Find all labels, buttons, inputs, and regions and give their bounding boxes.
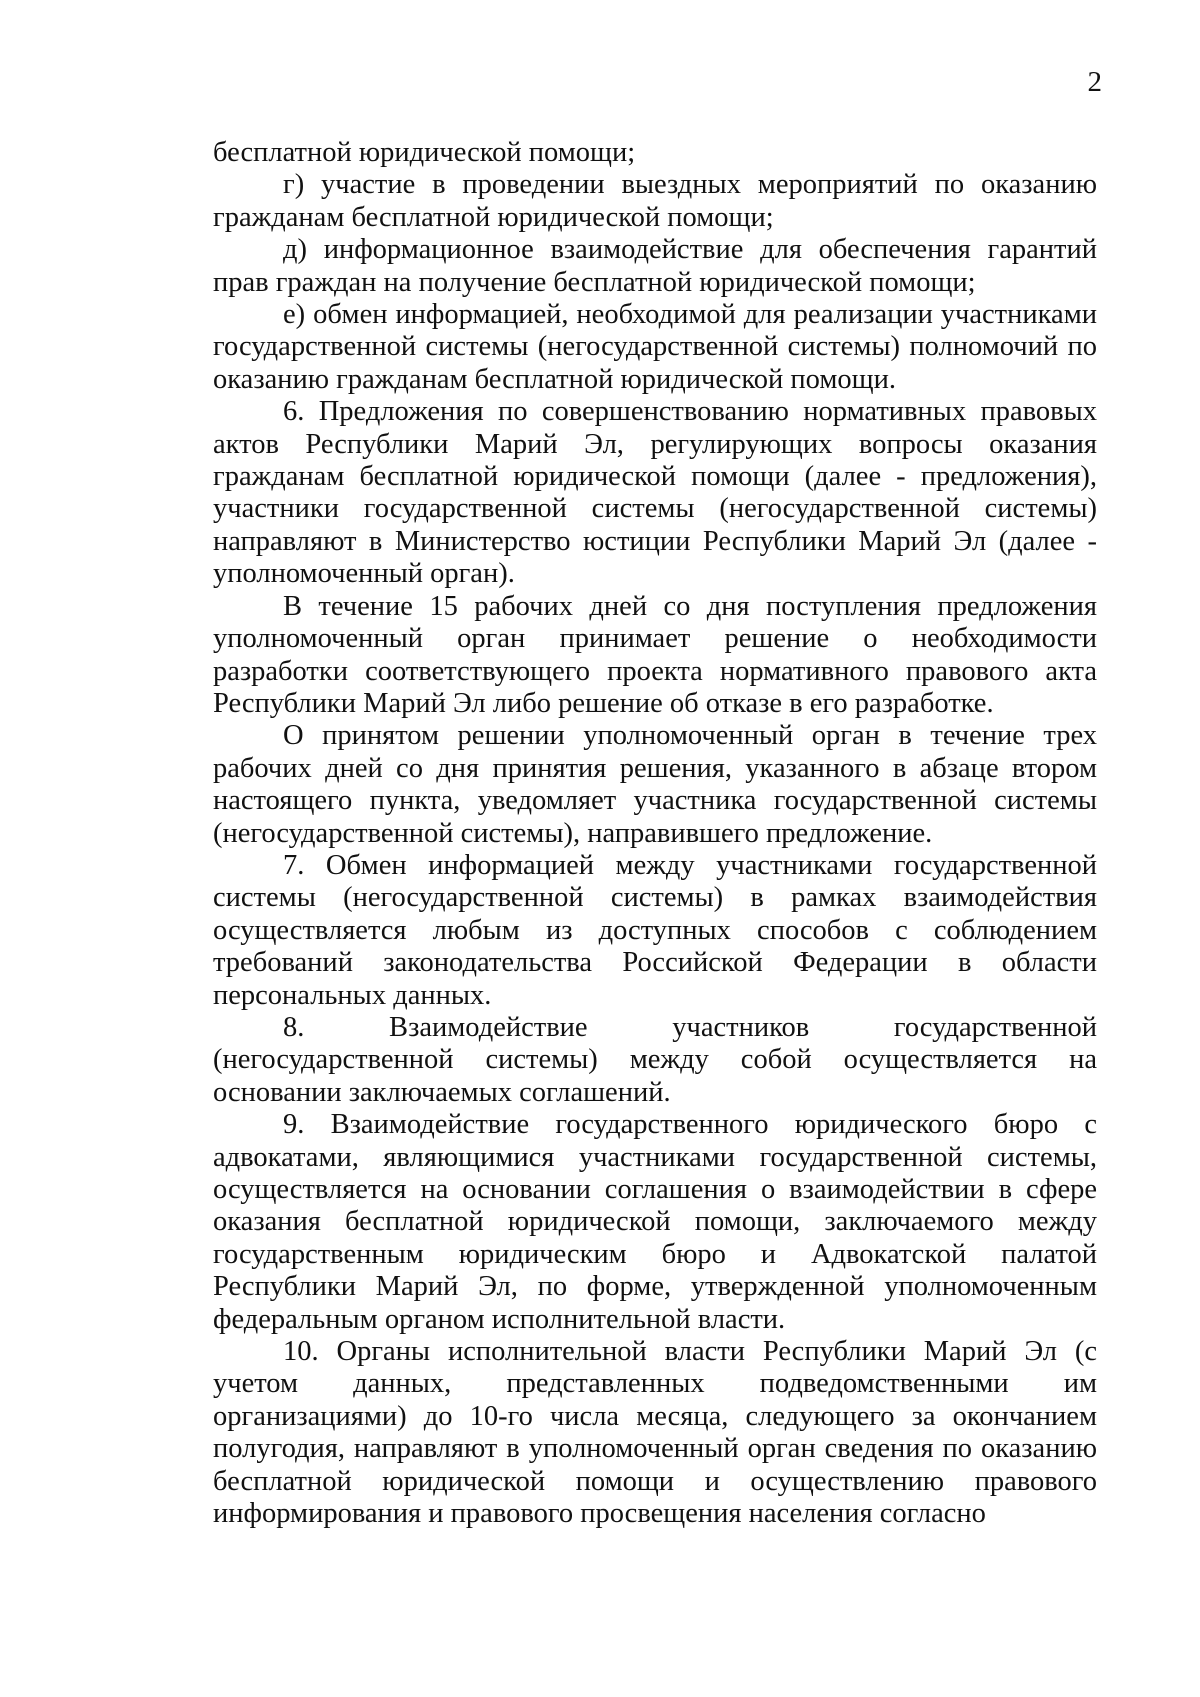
paragraph-clause-6-notice: О принятом решении уполномоченный орган в течение трех рабочих дней со дня принятия решения, указанного в абзаце втором настоящего пункта, уведомляет участника государственной системы (негосударственной системы), направившего предложение. (213, 720, 1097, 849)
paragraph-clause-9: 9. Взаимодействие государственного юридического бюро с адвокатами, являющимися участниками государственной системы, осуществляется на основании соглашения о взаимодействии в сфере оказания бесплатной юридической помощи, заключаемого между государственным юридическим бюро и Адвокатской палатой Республики Марий Эл, по форме, утвержденной уполномоченным федеральным органом исполнительной власти. (213, 1109, 1097, 1335)
paragraph-clause-7: 7. Обмен информацией между участниками государственной системы (негосударственной системы) в рамках взаимодействия осуществляется любым из доступных способов с соблюдением требований законодательства Российской Федерации в области персональных данных. (213, 849, 1097, 1011)
document-body (213, 137, 1097, 1530)
page-number: 2 (1087, 66, 1102, 98)
paragraph-item-d: д) информационное взаимодействие для обеспечения гарантий прав граждан на получение бесплатной юридической помощи; (213, 234, 1097, 298)
paragraph-item-e: е) обмен информацией, необходимой для реализации участниками государственной системы (негосударственной системы) полномочий по оказанию гражданам бесплатной юридической помощи. (213, 299, 1097, 395)
paragraph-clause-6: 6. Предложения по совершенствованию нормативных правовых актов Республики Марий Эл, регулирующих вопросы оказания гражданам бесплатной юридической помощи (далее - предложения), участники государственной системы (негосударственной системы) направляют в Министерство юстиции Республики Марий Эл (далее - уполномоченный орган). (213, 396, 1097, 590)
paragraph-clause-6-term: В течение 15 рабочих дней со дня поступления предложения уполномоченный орган принимает решение о необходимости разработки соответствующего проекта нормативного правового акта Республики Марий Эл либо решение об отказе в его разработке. (213, 590, 1097, 719)
paragraph-clause-10: 10. Органы исполнительной власти Республики Марий Эл (с учетом данных, представленных подведомственными им организациями) до 10-го числа месяца, следующего за окончанием полугодия, направляют в уполномоченный орган сведения по оказанию бесплатной юридической помощи и осуществлению правового информирования и правового просвещения населения согласно (213, 1336, 1097, 1530)
paragraph-item-g: г) участие в проведении выездных мероприятий по оказанию гражданам бесплатной юридической помощи; (213, 169, 1097, 233)
paragraph-continuation: бесплатной юридической помощи; (213, 137, 636, 168)
paragraph-clause-8: 8. Взаимодействие участников государственной (негосударственной системы) между собой осуществляется на основании заключаемых соглашений. (213, 1011, 1097, 1108)
